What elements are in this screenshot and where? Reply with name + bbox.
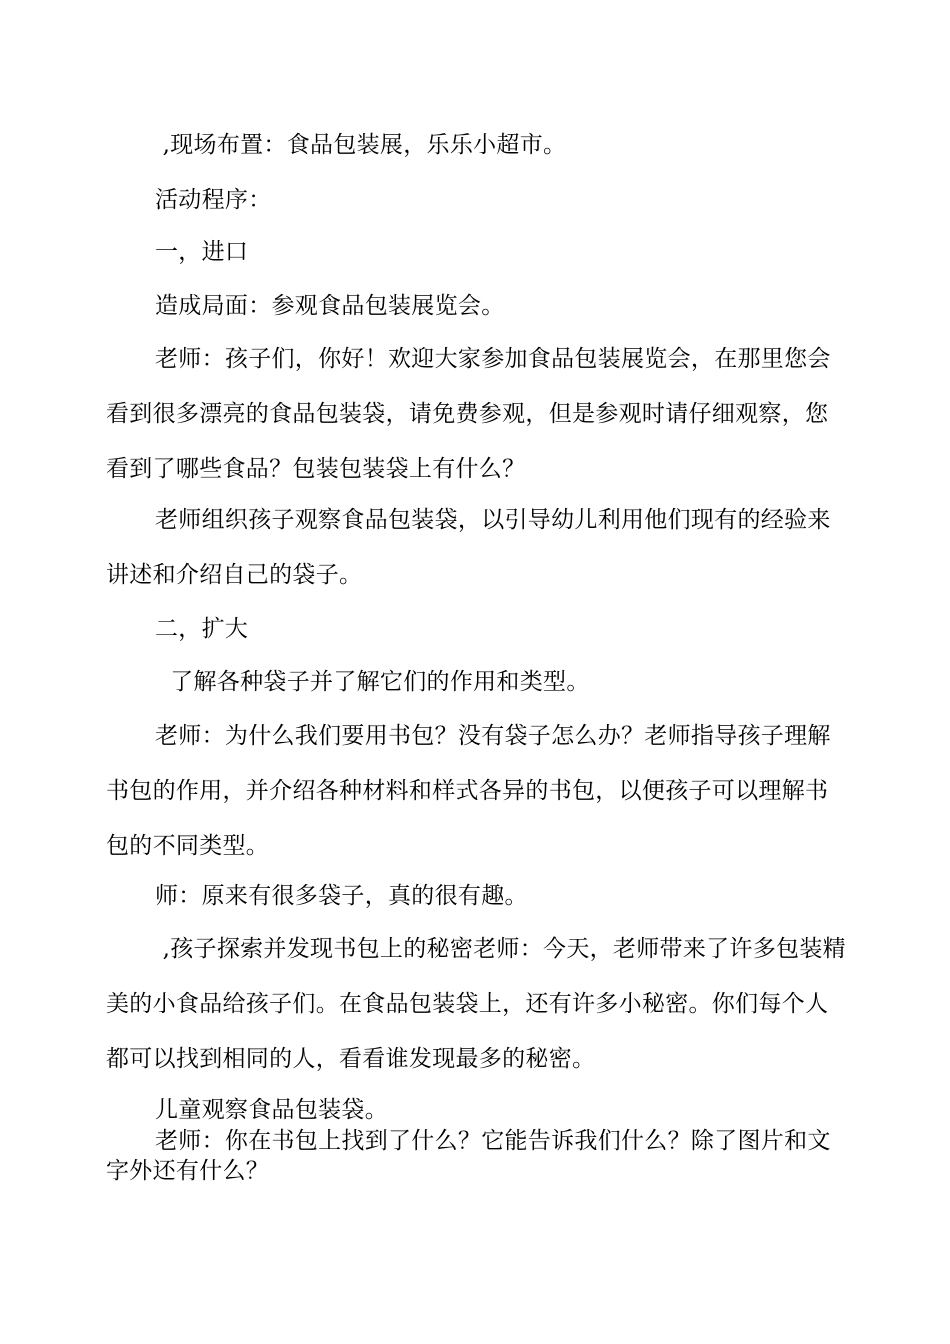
paragraph-site-setup: ,现场布置：食品包装展，乐乐小超市。 <box>155 132 567 158</box>
heading-section-one: 一，进口 <box>155 239 249 265</box>
heading-section-two: 二，扩大 <box>155 616 249 642</box>
paragraph-teacher-organize: 老师组织孩子观察食品包装袋，以引导幼儿利用他们现有的经验来讲述和介绍自己的袋子。 <box>106 507 831 588</box>
paragraph-create-scene: 造成局面：参观食品包装展览会。 <box>155 293 505 319</box>
paragraph-activity-procedure: 活动程序： <box>155 187 272 213</box>
paragraph-teacher-why-bags: 老师：为什么我们要用书包？没有袋子怎么办？老师指导孩子理解书包的作用，并介绍各种材料和样式各异的书包，以便孩子可以理解书包的不同类型。 <box>106 723 831 859</box>
paragraph-teacher-question: 老师：你在书包上找到了什么？它能告诉我们什么？除了图片和文字外还有什么？ <box>106 1128 831 1184</box>
paragraph-understand-bags: 了解各种袋子并了解它们的作用和类型。 <box>155 669 590 695</box>
paragraph-teacher-welcome: 老师：孩子们，你好！欢迎大家参加食品包装展览会，在那里您会看到很多漂亮的食品包装袋，请免费参观，但是参观时请仔细观察，您看到了哪些食品？包装包装袋上有什么？ <box>106 346 831 482</box>
paragraph-children-observe: 儿童观察食品包装袋。 <box>155 1097 388 1123</box>
paragraph-explore-secrets: ,孩子探索并发现书包上的秘密老师：今天，老师带来了许多包装精美的小食品给孩子们。在食品包装袋上，还有许多小秘密。你们每个人都可以找到相同的人，看看谁发现最多的秘密。 <box>106 936 846 1072</box>
paragraph-teacher-interesting: 师：原来有很多袋子，真的很有趣。 <box>155 883 528 909</box>
